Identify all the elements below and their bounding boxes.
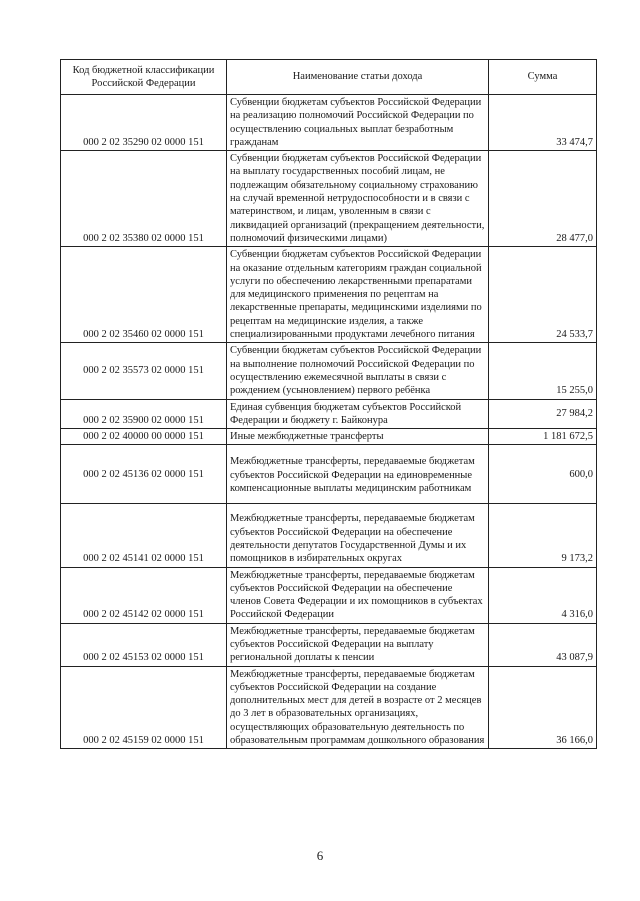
row-code: 000 2 02 35900 02 0000 151	[61, 399, 227, 429]
row-code: 000 2 02 35380 02 0000 151	[61, 151, 227, 247]
row-name: Межбюджетные трансферты, передаваемые бюджетам субъектов Российской Федерации на создание дополнительных мест для детей в возрасте от 2 месяцев до 3 лет в образовательных организациях, осуществляющих образовательную деятельность по образовательным программам дошкольного образования	[227, 666, 489, 749]
row-name: Субвенции бюджетам субъектов Российской Федерации на выполнение полномочий Российской Федерации по осуществлению ежемесячной выплаты в связи с рождением (усыновлением) первого ребёнка	[227, 343, 489, 399]
row-amount: 600,0	[489, 445, 597, 504]
row-name: Межбюджетные трансферты, передаваемые бюджетам субъектов Российской Федерации на единовременные компенсационные выплаты медицинским работникам	[227, 445, 489, 504]
row-amount: 36 166,0	[489, 666, 597, 749]
row-code: 000 2 02 45136 02 0000 151	[61, 445, 227, 504]
row-name: Межбюджетные трансферты, передаваемые бюджетам субъектов Российской Федерации на обеспечение членов Совета Федерации и их помощников в субъектах Российской Федерации	[227, 567, 489, 623]
row-code: 000 2 02 35460 02 0000 151	[61, 247, 227, 343]
row-amount: 24 533,7	[489, 247, 597, 343]
row-amount: 4 316,0	[489, 567, 597, 623]
row-code: 000 2 02 45141 02 0000 151	[61, 504, 227, 567]
table-row	[61, 247, 597, 343]
header-code: Код бюджетной классификации Российской Федерации	[61, 60, 227, 95]
row-code: 000 2 02 45142 02 0000 151	[61, 567, 227, 623]
row-name: Иные межбюджетные трансферты	[227, 429, 489, 445]
row-amount: 33 474,7	[489, 95, 597, 151]
row-amount: 27 984,2	[489, 399, 597, 429]
table-row	[61, 666, 597, 749]
revenue-table	[60, 59, 597, 749]
table-row	[61, 429, 597, 445]
row-amount: 9 173,2	[489, 504, 597, 567]
row-amount: 43 087,9	[489, 623, 597, 666]
row-code: 000 2 02 40000 00 0000 151	[61, 429, 227, 445]
row-name: Субвенции бюджетам субъектов Российской Федерации на выплату государственных пособий лицам, не подлежащим обязательному социальному страхованию на случай временной нетрудоспособности и в связи с материнством, и лицам, уволенным в связи с ликвидацией организаций (прекращением деятельности, полномочий физическими лицами)	[227, 151, 489, 247]
row-code: 000 2 02 35573 02 0000 151	[61, 343, 227, 399]
table-row	[61, 151, 597, 247]
row-amount: 28 477,0	[489, 151, 597, 247]
table-header-row	[61, 60, 597, 95]
table-row	[61, 567, 597, 623]
row-name: Субвенции бюджетам субъектов Российской Федерации на оказание отдельным категориям граждан социальной услуги по обеспечению лекарственными препаратами для медицинского применения по рецептам на лекарственные препараты, медицинскими изделиями по рецептам на медицинские изделия, а также специализированными продуктами лечебного питания	[227, 247, 489, 343]
row-name: Межбюджетные трансферты, передаваемые бюджетам субъектов Российской Федерации на обеспечение деятельности депутатов Государственной Думы и их помощников в избирательных округах	[227, 504, 489, 567]
table-row	[61, 95, 597, 151]
row-amount: 1 181 672,5	[489, 429, 597, 445]
page-number: 6	[316, 848, 324, 863]
table-row	[61, 445, 597, 504]
row-name: Субвенции бюджетам субъектов Российской Федерации на реализацию полномочий Российской Федерации по осуществлению социальных выплат безработным гражданам	[227, 95, 489, 151]
header-name: Наименование статьи дохода	[227, 60, 489, 95]
table-row	[61, 343, 597, 399]
row-name: Единая субвенция бюджетам субъектов Российской Федерации и бюджету г. Байконура	[227, 399, 489, 429]
row-code: 000 2 02 45153 02 0000 151	[61, 623, 227, 666]
header-amount: Сумма	[489, 60, 597, 95]
row-code: 000 2 02 45159 02 0000 151	[61, 666, 227, 749]
row-amount: 15 255,0	[489, 343, 597, 399]
row-name: Межбюджетные трансферты, передаваемые бюджетам субъектов Российской Федерации на выплату региональной доплаты к пенсии	[227, 623, 489, 666]
table-row	[61, 399, 597, 429]
row-code: 000 2 02 35290 02 0000 151	[61, 95, 227, 151]
table-row	[61, 504, 597, 567]
table-row	[61, 623, 597, 666]
